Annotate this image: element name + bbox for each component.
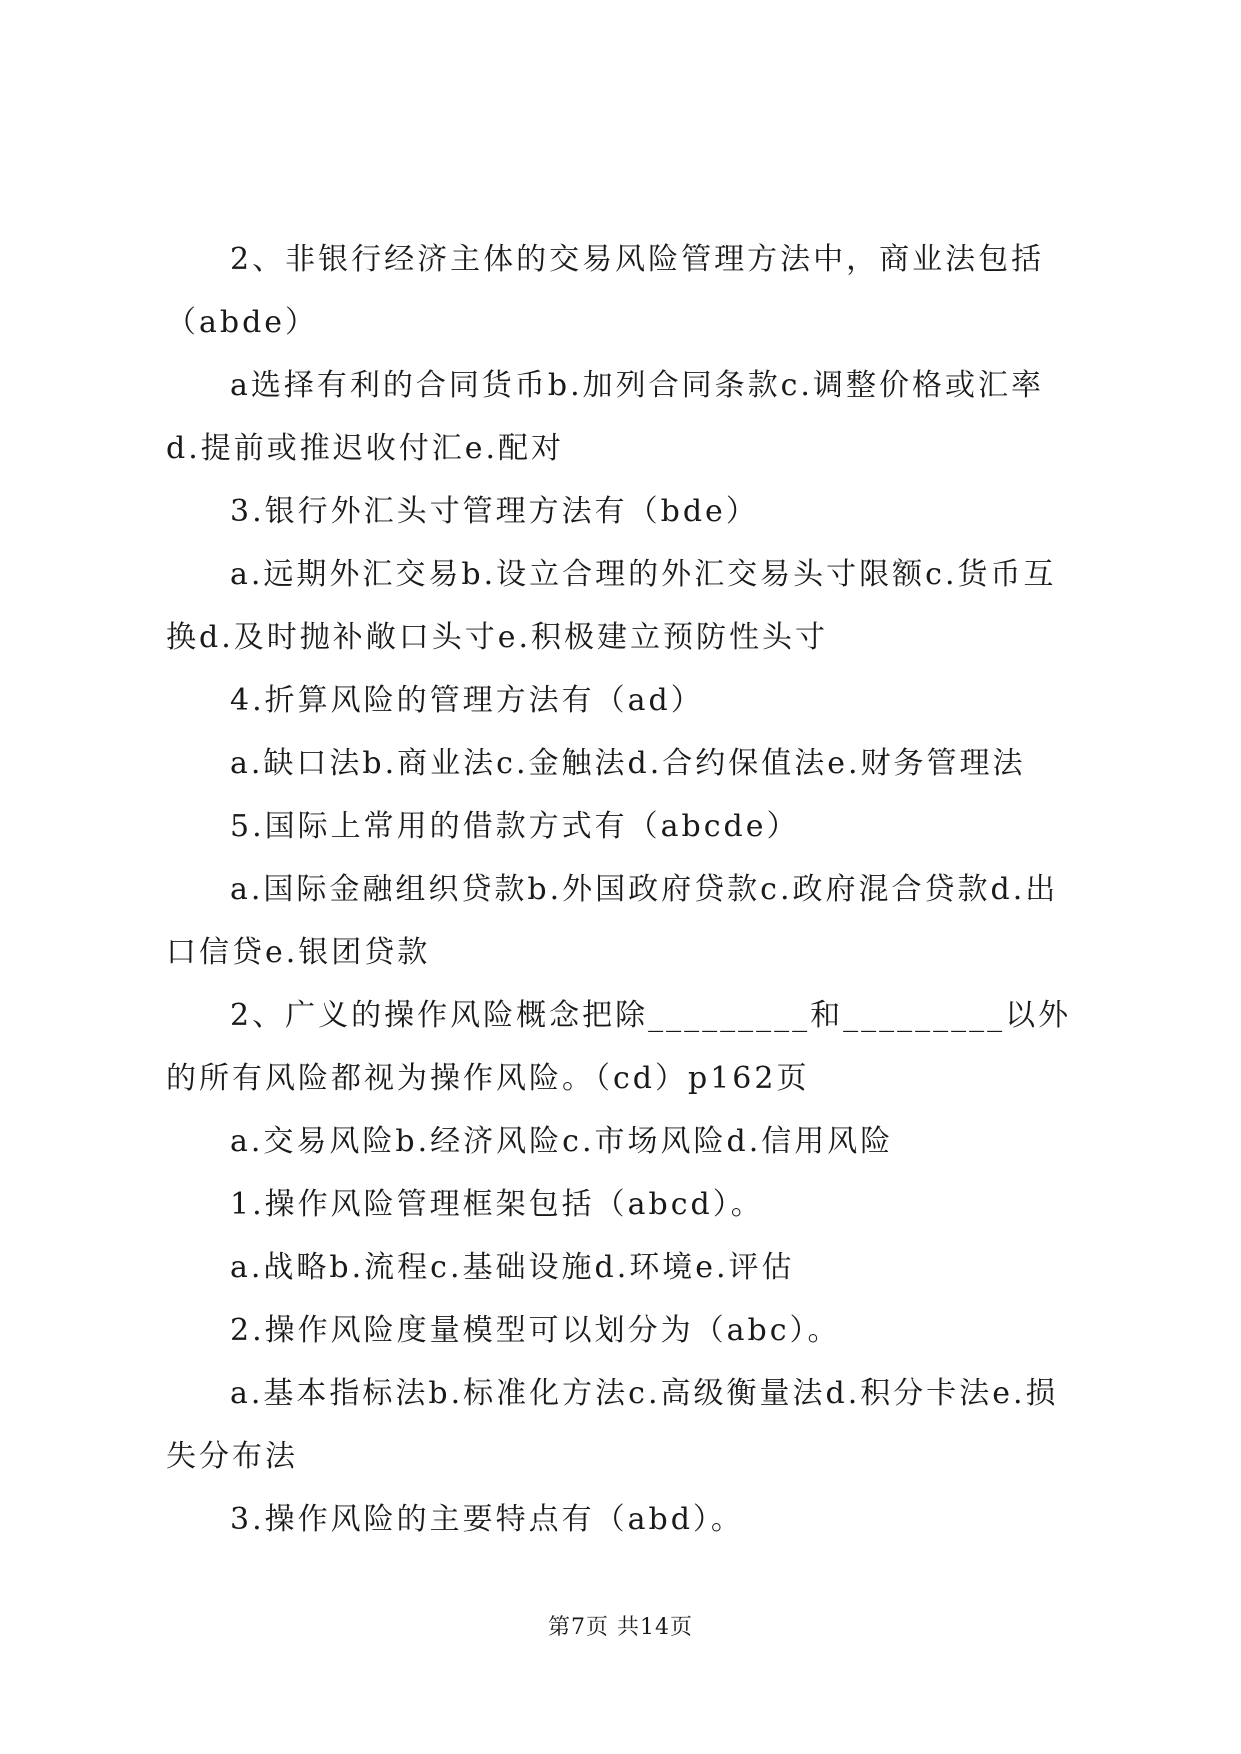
paragraph: 2、非银行经济主体的交易风险管理方法中，商业法包括（abde）: [166, 242, 1045, 340]
paragraph: a.基本指标法b.标准化方法c.高级衡量法d.积分卡法e.损失分布法: [166, 1376, 1059, 1474]
paragraph: 3.银行外汇头寸管理方法有（bde）: [230, 494, 759, 529]
paragraph: a.国际金融组织贷款b.外国政府贷款c.政府混合贷款d.出口信贷e.银团贷款: [166, 872, 1059, 970]
paragraph: a选择有利的合同货币b.加列合同条款c.调整价格或汇率d.提前或推迟收付汇e.配对: [166, 368, 1044, 466]
page-footer: [0, 1610, 1241, 1641]
paragraph: 1.操作风险管理框架包括（abcd）。: [230, 1187, 764, 1222]
page-number-label: 第7页 共14页: [548, 1615, 693, 1640]
paragraph: 4.折算风险的管理方法有（ad）: [230, 683, 704, 718]
document-body: [166, 228, 1076, 1551]
paragraph: a.战略b.流程c.基础设施d.环境e.评估: [230, 1250, 795, 1285]
paragraph: a.远期外汇交易b.设立合理的外汇交易头寸限额c.货币互换d.及时抛补敞口头寸e.积极建立预防性头寸: [166, 557, 1057, 655]
paragraph: a.交易风险b.经济风险c.市场风险d.信用风险: [230, 1124, 894, 1159]
paragraph: 2.操作风险度量模型可以划分为（abc）。: [230, 1313, 841, 1348]
paragraph: 2、广义的操作风险概念把除_________和_________以外的所有风险都视为操作风险。（cd）p162页: [166, 998, 1072, 1096]
paragraph: 3.操作风险的主要特点有（abd）。: [230, 1502, 744, 1537]
paragraph: a.缺口法b.商业法c.金触法d.合约保值法e.财务管理法: [230, 746, 1026, 781]
paragraph: 5.国际上常用的借款方式有（abcde）: [230, 809, 800, 844]
